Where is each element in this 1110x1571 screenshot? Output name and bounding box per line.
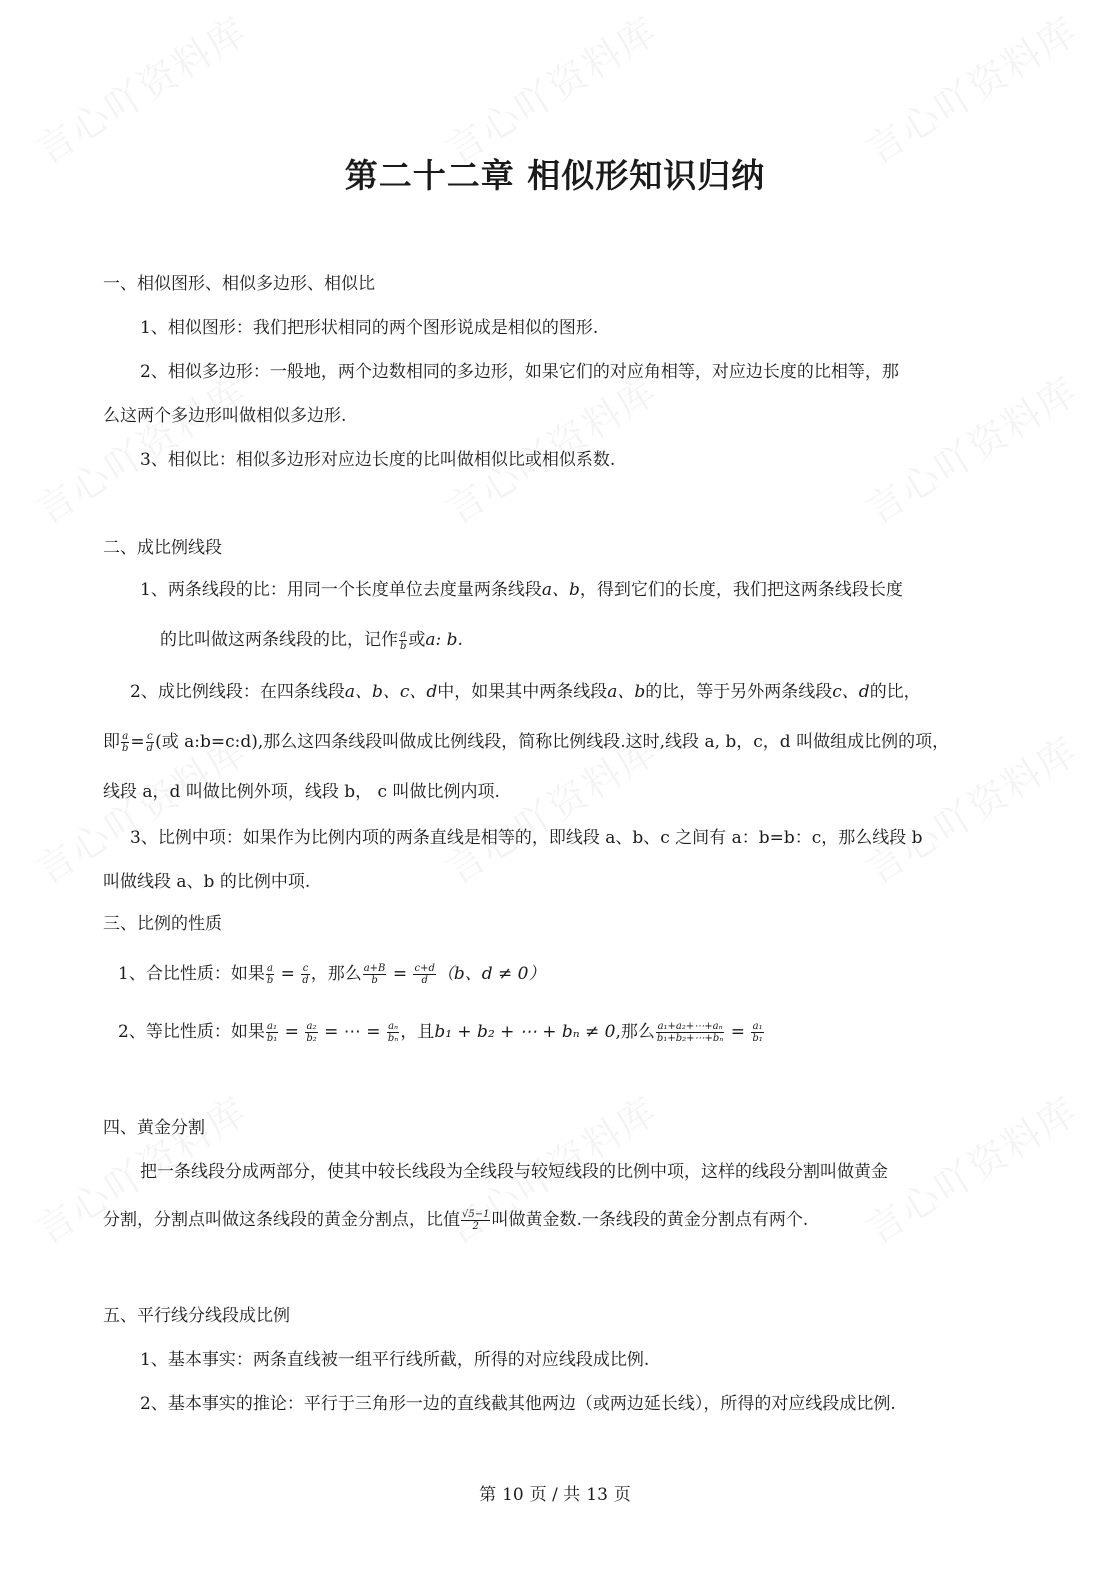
watermark: [854, 1, 1087, 175]
paragraph: 1、两条线段的比：用同一个长度单位去度量两条线段a、b，得到它们的长度，我们把这两条线段长度: [140, 580, 903, 600]
paragraph: 1、基本事实：两条直线被一组平行线所截，所得的对应线段成比例.: [140, 1350, 650, 1370]
paragraph: 1、相似图形：我们把形状相同的两个图形说成是相似的图形.: [140, 318, 599, 338]
paragraph: 叫做线段 a、b 的比例中项.: [103, 872, 311, 892]
paragraph: 线段 a，d 叫做比例外项，线段 b， c 叫做比例内项.: [103, 782, 500, 802]
fraction: $\frac{\text{aₙ}}{\text{bₙ}}$: [387, 1021, 399, 1044]
paragraph: 2、等比性质：如果 $\frac{\text{a₁}}{\text{b₁}}$ = $\frac{\text{a₂}}{\text{b₂}}$ = ⋯ = $\frac{\text{aₙ}}{\text{bₙ}}$ ，且b₁ + b₂ + ⋯ + bₙ ≠ 0,那么 $\frac{\text{a₁+a₂+⋯+aₙ}}{\text{b₁+b₂+⋯+bₙ}}$ = $\frac{\text{a₁}}{\text{b₁}}$: [118, 1021, 763, 1044]
watermark: [434, 1, 667, 175]
paragraph: 分割，分割点叫做这条线段的黄金分割点，比值 $\frac{√5-1}{2}$ 叫做黄金数.一条线段的黄金分割点有两个.: [103, 1209, 809, 1232]
paragraph: 即 $\frac{a}{b}$ = $\frac{c}{d}$ (或 a:b=c:d),那么这四条线段叫做成比例线段，简称比例线段.这时,线段 a, b，c，d 叫做组成比例的项，: [103, 731, 950, 754]
fraction: $\frac{\text{a₁+a₂+⋯+aₙ}}{\text{b₁+b₂+⋯+bₙ}}$: [656, 1021, 724, 1044]
paragraph: 3、比例中项：如果作为比例内项的两条直线是相等的，即线段 a、b、c 之间有 a：b=b：c，那么线段 b: [130, 828, 923, 848]
fraction: $\frac{\text{a₁}}{\text{b₁}}$: [266, 1021, 278, 1044]
paragraph: 2、成比例线段：在四条线段a、b、c、d中，如果其中两条线段a、b的比，等于另外两条线段c、d的比，: [130, 682, 921, 702]
fraction: $\frac{\text{a₂}}{\text{b₂}}$: [306, 1021, 317, 1044]
paragraph: 1、合比性质：如果 $\frac{a}{b}$ = $\frac{c}{d}$ ，那么 $\frac{a+B}{b}$ = $\frac{c+d}{d}$ （b、d ≠ 0）: [118, 963, 546, 986]
fraction: $\frac{a}{b}$: [400, 629, 407, 652]
fraction: $\frac{\text{a₁}}{\text{b₁}}$: [752, 1021, 763, 1044]
paragraph: 2、相似多边形：一般地，两个边数相同的多边形，如果它们的对应角相等，对应边长度的比相等，那: [140, 362, 899, 382]
section-heading: 一、相似图形、相似多边形、相似比: [103, 274, 375, 294]
page-total: 13: [586, 1485, 608, 1505]
watermark: [854, 361, 1087, 535]
section-heading: 四、黄金分割: [103, 1118, 205, 1138]
page-title: 第二十二章 相似形知识归纳: [344, 156, 766, 195]
fraction: $\frac{√5-1}{2}$: [462, 1209, 490, 1232]
fraction: $\frac{a}{b}$: [122, 731, 129, 754]
section-heading: 二、成比例线段: [103, 538, 222, 558]
fraction: $\frac{a+B}{b}$: [363, 963, 386, 986]
watermark: [24, 1, 257, 175]
fraction: $\frac{a}{b}$: [266, 963, 274, 986]
paragraph: 么这两个多边形叫做相似多边形.: [103, 406, 347, 426]
page-footer: 第 10 页 / 共 13 页: [479, 1485, 631, 1505]
fraction: $\frac{c+d}{d}$: [414, 963, 435, 986]
page-number: 10: [502, 1485, 524, 1505]
fraction: $\frac{c}{d}$: [302, 963, 309, 986]
fraction: $\frac{c}{d}$: [146, 731, 154, 754]
paragraph: 的比叫做这两条线段的比，记作 $\frac{a}{b}$ 或a: b.: [160, 629, 463, 652]
section-heading: 三、比例的性质: [103, 914, 222, 934]
watermark: [854, 1081, 1087, 1255]
paragraph: 3、相似比：相似多边形对应边长度的比叫做相似比或相似系数.: [140, 450, 616, 470]
section-heading: 五、平行线分线段成比例: [103, 1306, 290, 1326]
paragraph: 2、基本事实的推论：平行于三角形一边的直线截其他两边（或两边延长线），所得的对应线段成比例.: [140, 1394, 896, 1414]
paragraph: 把一条线段分成两部分，使其中较长线段为全线段与较短线段的比例中项，这样的线段分割叫做黄金: [140, 1162, 888, 1182]
